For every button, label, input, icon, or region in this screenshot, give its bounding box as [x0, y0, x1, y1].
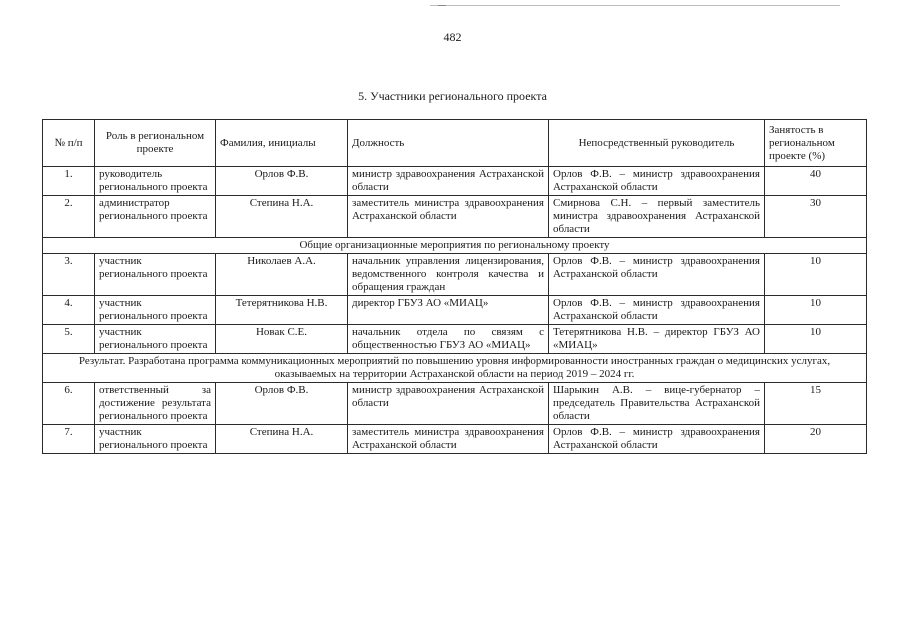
header-position: Должность: [348, 120, 549, 167]
cell-position: начальник управления лицензирования, ведомственного контроля качества и обращения граждан: [348, 254, 549, 296]
header-name: Фамилия, инициалы: [216, 120, 348, 167]
table-row: [43, 296, 867, 325]
header-role: Роль в региональном проекте: [95, 120, 216, 167]
cell-position: министр здравоохранения Астраханской области: [348, 167, 549, 196]
section-general-body: [43, 238, 867, 254]
table-row: [43, 167, 867, 196]
cell-supervisor: Орлов Ф.В. – министр здравоохранения Астраханской области: [549, 254, 765, 296]
cell-num: 2.: [43, 196, 95, 238]
cell-position: министр здравоохранения Астраханской области: [348, 383, 549, 425]
cell-position: заместитель министра здравоохранения Астраханской области: [348, 425, 549, 454]
cell-position: директор ГБУЗ АО «МИАЦ»: [348, 296, 549, 325]
top-rule-mark: [438, 5, 446, 6]
table-row: [43, 325, 867, 354]
cell-supervisor: Орлов Ф.В. – министр здравоохранения Астраханской области: [549, 296, 765, 325]
cell-name: Николаев А.А.: [216, 254, 348, 296]
cell-employment: 10: [765, 254, 867, 296]
cell-num: 5.: [43, 325, 95, 354]
cell-supervisor: Орлов Ф.В. – министр здравоохранения Астраханской области: [549, 425, 765, 454]
table-row: [43, 383, 867, 425]
cell-employment: 10: [765, 296, 867, 325]
section-result-label: Результат. Разработана программа коммуникационных мероприятий по повышению уровня информированности иностранных граждан о медицинских услугах, оказываемых на территории Астраханской области на период 2019 – 2024 гг.: [43, 354, 867, 383]
cell-role: участник регионального проекта: [95, 254, 216, 296]
cell-role: участник регионального проекта: [95, 425, 216, 454]
cell-num: 4.: [43, 296, 95, 325]
participants-table: [42, 119, 867, 454]
top-rule: [430, 5, 840, 6]
cell-role: участник регионального проекта: [95, 296, 216, 325]
cell-employment: 10: [765, 325, 867, 354]
cell-name: Тетерятникова Н.В.: [216, 296, 348, 325]
rows-result: [43, 383, 867, 454]
section-general-label: Общие организационные мероприятия по региональному проекту: [43, 238, 867, 254]
cell-name: Новак С.Е.: [216, 325, 348, 354]
cell-employment: 30: [765, 196, 867, 238]
cell-supervisor: Смирнова С.Н. – первый заместитель министра здравоохранения Астраханской области: [549, 196, 765, 238]
cell-position: заместитель министра здравоохранения Астраханской области: [348, 196, 549, 238]
cell-supervisor: Тетерятникова Н.В. – директор ГБУЗ АО «МИАЦ»: [549, 325, 765, 354]
cell-num: 1.: [43, 167, 95, 196]
rows-main: [43, 167, 867, 238]
header-employment: Занятость в региональном проекте (%): [765, 120, 867, 167]
table-row: [43, 254, 867, 296]
section-result-body: [43, 354, 867, 383]
header-supervisor: Непосредственный руководитель: [549, 120, 765, 167]
cell-employment: 20: [765, 425, 867, 454]
section-title: 5. Участники регионального проекта: [358, 89, 547, 103]
cell-role: администратор регионального проекта: [95, 196, 216, 238]
cell-name: Орлов Ф.В.: [216, 383, 348, 425]
table-row: [43, 196, 867, 238]
cell-supervisor: Шарыкин А.В. – вице-губернатор – председатель Правительства Астраханской области: [549, 383, 765, 425]
section-row-result: [43, 354, 867, 383]
page-number: 482: [443, 30, 462, 44]
cell-num: 3.: [43, 254, 95, 296]
rows-general: [43, 254, 867, 354]
cell-position: начальник отдела по связям с общественностью ГБУЗ АО «МИАЦ»: [348, 325, 549, 354]
table-header-row: [43, 120, 867, 167]
cell-supervisor: Орлов Ф.В. – министр здравоохранения Астраханской области: [549, 167, 765, 196]
cell-name: Степина Н.А.: [216, 196, 348, 238]
cell-name: Степина Н.А.: [216, 425, 348, 454]
cell-name: Орлов Ф.В.: [216, 167, 348, 196]
cell-num: 6.: [43, 383, 95, 425]
table-row: [43, 425, 867, 454]
cell-role: руководитель регионального проекта: [95, 167, 216, 196]
cell-role: ответственный за достижение результата регионального проекта: [95, 383, 216, 425]
cell-employment: 15: [765, 383, 867, 425]
header-num: № п/п: [43, 120, 95, 167]
cell-employment: 40: [765, 167, 867, 196]
section-row-general: [43, 238, 867, 254]
cell-num: 7.: [43, 425, 95, 454]
cell-role: участник регионального проекта: [95, 325, 216, 354]
